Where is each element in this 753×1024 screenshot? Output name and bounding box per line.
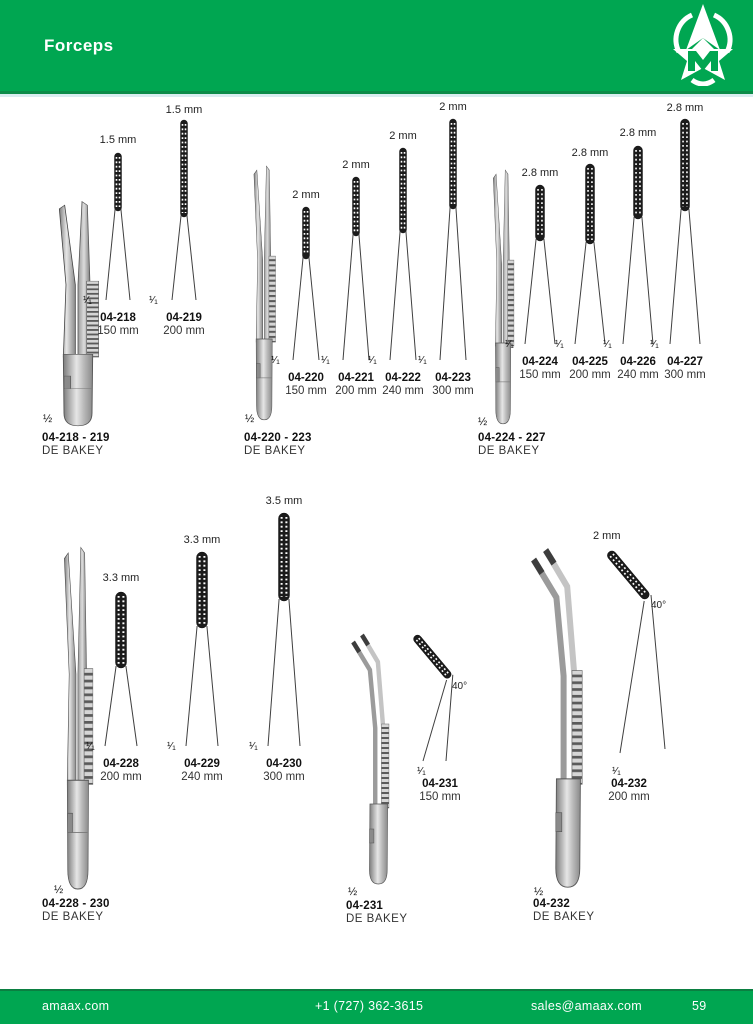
length-value: 240 mm (382, 385, 424, 397)
tip-drawing (653, 116, 717, 345)
scale-marker: ¹⁄₁ (149, 294, 158, 306)
model-name: DE BAKEY (346, 913, 408, 925)
model-name: DE BAKEY (42, 911, 104, 923)
tip-detail-item (418, 101, 485, 397)
length-value: 200 mm (608, 791, 650, 803)
tip-width-label: 2 mm (593, 530, 621, 542)
tip-detail-item (83, 134, 150, 337)
length-value: 150 mm (519, 369, 561, 381)
model-name: DE BAKEY (42, 445, 104, 457)
length-value: 150 mm (419, 791, 461, 803)
scale-marker: ½ (43, 413, 53, 425)
scale-marker: ¹⁄₁ (650, 338, 659, 350)
tip-width-label: 2.8 mm (666, 102, 704, 114)
catalog-code: 04-232 (611, 778, 647, 790)
scale-marker: ½ (478, 416, 488, 428)
scale-marker: ¹⁄₁ (417, 765, 426, 777)
tip-drawing (252, 509, 316, 747)
tip-width-label: 2.8 mm (571, 147, 609, 159)
tip-detail-item (149, 104, 216, 337)
catalog-code: 04-218 (100, 312, 136, 324)
tip-width-label: 2 mm (292, 189, 320, 201)
tip-width-label: 3.3 mm (102, 572, 140, 584)
length-value: 200 mm (569, 369, 611, 381)
product-caption (42, 432, 110, 457)
tip-drawing (152, 118, 216, 301)
length-value: 150 mm (285, 385, 327, 397)
scale-marker: ¹⁄₁ (612, 765, 621, 777)
tip-detail-item (167, 534, 234, 783)
tip-drawing (89, 586, 153, 747)
product-caption (533, 898, 595, 923)
scale-marker: ¹⁄₁ (418, 354, 427, 366)
tip-width-label: 1.5 mm (99, 134, 137, 146)
catalog-code: 04-222 (385, 372, 421, 384)
catalog-code: 04-231 (422, 778, 458, 790)
code-range: 04-228 - 230 (42, 898, 110, 910)
tip-width-label: 2.8 mm (521, 167, 559, 179)
product-caption (478, 432, 546, 457)
forceps-overview-drawing (346, 632, 408, 897)
scale-marker: ¹⁄₁ (555, 338, 564, 350)
footer-email: sales@amaax.com (531, 999, 642, 1013)
scale-marker: ¹⁄₁ (321, 354, 330, 366)
catalog-code: 04-229 (184, 758, 220, 770)
tip-detail-item (249, 495, 316, 783)
code-range: 04-218 - 219 (42, 432, 110, 444)
header-accent-line (0, 94, 753, 97)
company-logo-icon (664, 2, 742, 86)
angle-label: 40° (452, 681, 468, 692)
tip-width-label: 2.8 mm (619, 127, 657, 139)
tip-drawing (421, 115, 485, 361)
tip-detail-item (403, 630, 477, 803)
tip-drawing (583, 544, 675, 767)
catalog-code: 04-220 (288, 372, 324, 384)
code-range: 04-232 (533, 898, 571, 910)
catalog-code: 04-224 (522, 356, 558, 368)
length-value: 200 mm (163, 325, 205, 337)
scale-marker: ½ (534, 886, 544, 898)
tip-detail-item (583, 530, 675, 803)
length-value: 200 mm (335, 385, 377, 397)
tip-width-label: 2 mm (342, 159, 370, 171)
catalog-code: 04-230 (266, 758, 302, 770)
length-value: 300 mm (432, 385, 474, 397)
scale-marker: ½ (54, 884, 64, 896)
code-range: 04-231 (346, 900, 384, 912)
model-name: DE BAKEY (244, 445, 306, 457)
tip-drawing (86, 148, 150, 301)
catalog-code: 04-225 (572, 356, 608, 368)
tip-width-label: 1.5 mm (165, 104, 203, 116)
length-value: 240 mm (181, 771, 223, 783)
scale-marker: ¹⁄₁ (83, 294, 92, 306)
length-value: 300 mm (263, 771, 305, 783)
scale-marker: ½ (245, 413, 255, 425)
length-value: 300 mm (664, 369, 706, 381)
catalog-code: 04-219 (166, 312, 202, 324)
product-caption (244, 432, 312, 457)
tip-drawing (403, 630, 477, 767)
footer-phone: +1 (727) 362-3615 (315, 999, 424, 1013)
product-caption (42, 898, 110, 923)
scale-marker: ¹⁄₁ (86, 740, 95, 752)
product-caption (346, 900, 408, 925)
model-name: DE BAKEY (533, 911, 595, 923)
length-value: 150 mm (97, 325, 139, 337)
tip-width-label: 3.5 mm (265, 495, 303, 507)
code-range: 04-224 - 227 (478, 432, 546, 444)
footer-bar (0, 989, 753, 1024)
catalog-code: 04-228 (103, 758, 139, 770)
scale-marker: ¹⁄₁ (271, 354, 280, 366)
code-range: 04-220 - 223 (244, 432, 312, 444)
scale-marker: ¹⁄₁ (603, 338, 612, 350)
model-name: DE BAKEY (478, 445, 540, 457)
scale-marker: ¹⁄₁ (368, 354, 377, 366)
scale-marker: ¹⁄₁ (505, 338, 514, 350)
length-value: 200 mm (100, 771, 142, 783)
page-title: Forceps (44, 36, 114, 55)
tip-detail-item (650, 102, 717, 381)
footer-website: amaax.com (42, 999, 110, 1013)
tip-width-label: 3.3 mm (183, 534, 221, 546)
tip-detail-item (86, 572, 153, 783)
footer-page-number: 59 (692, 999, 707, 1013)
catalog-code: 04-223 (435, 372, 471, 384)
tip-width-label: 2 mm (389, 130, 417, 142)
catalog-code: 04-226 (620, 356, 656, 368)
catalog-code: 04-221 (338, 372, 374, 384)
angle-label: 40° (651, 600, 667, 611)
scale-marker: ¹⁄₁ (249, 740, 258, 752)
catalog-code: 04-227 (667, 356, 703, 368)
scale-marker: ¹⁄₁ (167, 740, 176, 752)
tip-width-label: 2 mm (439, 101, 467, 113)
scale-marker: ½ (348, 886, 358, 898)
length-value: 240 mm (617, 369, 659, 381)
tip-drawing (170, 548, 234, 747)
